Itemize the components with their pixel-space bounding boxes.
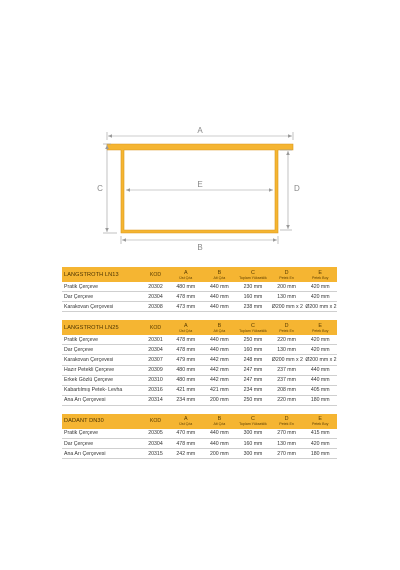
- row-value-c: 250 mm: [236, 395, 270, 405]
- column-header: [303, 267, 337, 282]
- row-value-b: 440 mm: [203, 345, 237, 355]
- row-kod: 20310: [142, 375, 169, 385]
- dimension-d: [280, 150, 292, 230]
- table-title: DADANT DN30: [64, 418, 104, 425]
- column-header: [169, 414, 203, 429]
- column-header: [270, 414, 304, 429]
- row-value-d: 220 mm: [270, 395, 304, 405]
- table-row: [62, 292, 337, 302]
- kod-header: KOD: [149, 324, 162, 331]
- column-subtitle: Toplam Yükseklik: [239, 422, 267, 427]
- row-name: Dar Çerçeve: [62, 439, 142, 449]
- label-a: A: [197, 126, 203, 135]
- row-value-a: 479 mm: [169, 355, 203, 365]
- table-row: [62, 282, 337, 292]
- table-row: [62, 355, 337, 365]
- column-letter: C: [251, 416, 255, 423]
- row-value-b: 421 mm: [203, 385, 237, 395]
- row-name: Dar Çerçeve: [62, 292, 142, 302]
- row-value-d: 130 mm: [270, 439, 304, 449]
- column-subtitle: Alt Çıta: [213, 275, 226, 280]
- row-kod: 20304: [142, 439, 169, 449]
- row-value-b: 440 mm: [203, 302, 237, 312]
- row-value-e: 420 mm: [303, 292, 337, 302]
- label-c: C: [97, 184, 103, 193]
- row-name: Karakovan Çerçevesi: [62, 355, 142, 365]
- column-letter: B: [217, 269, 222, 276]
- table-row: [62, 335, 337, 345]
- row-value-a: 478 mm: [169, 345, 203, 355]
- table-row: [62, 449, 337, 459]
- row-value-d: 200 mm: [270, 282, 304, 292]
- column-subtitle: Petek En: [279, 275, 294, 280]
- frame-diagram: [0, 0, 400, 262]
- table-row: [62, 429, 337, 439]
- row-name: Hazır Petekli Çerçeve: [62, 365, 142, 375]
- label-d: D: [294, 184, 300, 193]
- column-header: [203, 320, 237, 335]
- row-value-d: 237 mm: [270, 365, 304, 375]
- row-value-b: 442 mm: [203, 365, 237, 375]
- row-value-b: 442 mm: [203, 355, 237, 365]
- table-row: [62, 385, 337, 395]
- column-subtitle: Petek En: [279, 328, 294, 333]
- row-value-c: 160 mm: [236, 292, 270, 302]
- column-header: [236, 267, 270, 282]
- column-subtitle: Üst Çıta: [179, 275, 193, 280]
- row-value-a: 478 mm: [169, 335, 203, 345]
- column-letter: E: [318, 416, 322, 423]
- row-value-c: 234 mm: [236, 385, 270, 395]
- spec-tables: [62, 267, 337, 467]
- row-value-c: 247 mm: [236, 375, 270, 385]
- column-header: [270, 267, 304, 282]
- row-name: Pratik Çerçeve: [62, 429, 142, 439]
- column-letter: E: [318, 269, 322, 276]
- column-subtitle: Toplam Yükseklik: [239, 275, 267, 280]
- row-value-c: 160 mm: [236, 439, 270, 449]
- table-row: [62, 439, 337, 449]
- label-b: B: [197, 243, 203, 252]
- row-kod: 20308: [142, 302, 169, 312]
- row-value-a: 480 mm: [169, 375, 203, 385]
- spec-table: [62, 320, 337, 406]
- row-value-d: Ø200 mm x 2: [270, 302, 304, 312]
- row-value-b: 440 mm: [203, 292, 237, 302]
- column-letter: C: [251, 322, 255, 329]
- spec-table: [62, 414, 337, 459]
- row-name: Kabartılmış Petek- Levha: [62, 385, 142, 395]
- row-value-a: 421 mm: [169, 385, 203, 395]
- column-subtitle: Toplam Yükseklik: [239, 328, 267, 333]
- row-value-e: 440 mm: [303, 375, 337, 385]
- column-subtitle: Petek Boy: [311, 275, 329, 280]
- row-name: Karakovan Çerçevesi: [62, 302, 142, 312]
- row-value-a: 480 mm: [169, 282, 203, 292]
- column-letter: A: [183, 416, 188, 423]
- column-letter: B: [217, 416, 222, 423]
- row-value-b: 440 mm: [203, 282, 237, 292]
- row-value-d: Ø200 mm x 2: [270, 355, 304, 365]
- row-name: Dar Çerçeve: [62, 345, 142, 355]
- column-header: [270, 320, 304, 335]
- row-value-d: 220 mm: [270, 335, 304, 345]
- column-subtitle: Petek En: [279, 422, 294, 427]
- table-row: [62, 365, 337, 375]
- row-value-e: 180 mm: [303, 395, 337, 405]
- row-kod: 20301: [142, 335, 169, 345]
- column-header: [203, 267, 237, 282]
- row-value-e: 415 mm: [303, 429, 337, 439]
- row-value-e: 420 mm: [303, 345, 337, 355]
- row-value-b: 440 mm: [203, 429, 237, 439]
- kod-header: KOD: [149, 418, 162, 425]
- row-value-c: 250 mm: [236, 335, 270, 345]
- row-value-e: Ø200 mm x 2: [303, 302, 337, 312]
- column-subtitle: Alt Çıta: [213, 422, 226, 427]
- row-value-c: 248 mm: [236, 355, 270, 365]
- row-value-b: 200 mm: [203, 395, 237, 405]
- row-value-c: 247 mm: [236, 365, 270, 375]
- row-value-e: 180 mm: [303, 449, 337, 459]
- column-header: [236, 320, 270, 335]
- column-subtitle: Üst Çıta: [179, 422, 193, 427]
- column-letter: D: [284, 416, 289, 423]
- row-value-a: 478 mm: [169, 439, 203, 449]
- column-header: [236, 414, 270, 429]
- column-letter: A: [183, 322, 188, 329]
- table-row: [62, 302, 337, 312]
- row-value-c: 300 mm: [236, 449, 270, 459]
- column-header: [303, 320, 337, 335]
- column-letter: D: [284, 269, 289, 276]
- row-kod: 20304: [142, 292, 169, 302]
- row-value-d: 130 mm: [270, 292, 304, 302]
- row-value-a: 478 mm: [169, 292, 203, 302]
- column-header: [303, 414, 337, 429]
- row-kod: 20316: [142, 385, 169, 395]
- column-header: [169, 320, 203, 335]
- row-value-a: 470 mm: [169, 429, 203, 439]
- row-value-c: 230 mm: [236, 282, 270, 292]
- column-subtitle: Üst Çıta: [179, 328, 193, 333]
- row-value-d: 208 mm: [270, 385, 304, 395]
- row-value-d: 237 mm: [270, 375, 304, 385]
- table-row: [62, 345, 337, 355]
- row-value-b: 442 mm: [203, 375, 237, 385]
- row-name: Ana Arı Çerçevesi: [62, 395, 142, 405]
- column-letter: E: [318, 322, 322, 329]
- column-letter: D: [284, 322, 289, 329]
- row-kod: 20305: [142, 429, 169, 439]
- row-value-d: 270 mm: [270, 429, 304, 439]
- table-title: LANGSTROTH LN13: [64, 271, 119, 278]
- row-kod: 20307: [142, 355, 169, 365]
- row-value-b: 440 mm: [203, 439, 237, 449]
- column-letter: A: [183, 269, 188, 276]
- column-header: [203, 414, 237, 429]
- row-kod: 20314: [142, 395, 169, 405]
- dimension-c: [103, 144, 117, 233]
- table-title: LANGSTROTH LN25: [64, 324, 119, 331]
- table-header-row: [62, 267, 337, 282]
- row-value-b: 200 mm: [203, 449, 237, 459]
- row-value-a: 480 mm: [169, 365, 203, 375]
- spec-table: [62, 267, 337, 312]
- table-header-row: [62, 414, 337, 429]
- column-subtitle: Petek Boy: [311, 422, 329, 427]
- row-kod: 20302: [142, 282, 169, 292]
- row-value-a: 473 mm: [169, 302, 203, 312]
- table-header-row: [62, 320, 337, 335]
- row-value-d: 270 mm: [270, 449, 304, 459]
- row-name: Erkek Gözlü Çerçeve: [62, 375, 142, 385]
- table-row: [62, 375, 337, 385]
- row-value-c: 238 mm: [236, 302, 270, 312]
- row-value-c: 160 mm: [236, 345, 270, 355]
- column-subtitle: Alt Çıta: [213, 328, 226, 333]
- row-value-a: 234 mm: [169, 395, 203, 405]
- row-value-e: 440 mm: [303, 365, 337, 375]
- column-subtitle: Petek Boy: [311, 328, 329, 333]
- row-value-a: 242 mm: [169, 449, 203, 459]
- row-value-d: 130 mm: [270, 345, 304, 355]
- row-kod: 20304: [142, 345, 169, 355]
- column-letter: B: [217, 322, 222, 329]
- table-row: [62, 395, 337, 405]
- row-value-e: 405 mm: [303, 385, 337, 395]
- column-letter: C: [251, 269, 255, 276]
- row-value-b: 440 mm: [203, 335, 237, 345]
- row-value-c: 300 mm: [236, 429, 270, 439]
- row-value-e: 420 mm: [303, 439, 337, 449]
- row-kod: 20309: [142, 365, 169, 375]
- column-header: [169, 267, 203, 282]
- label-e: E: [197, 180, 203, 189]
- row-value-e: Ø200 mm x 2: [303, 355, 337, 365]
- row-value-e: 420 mm: [303, 335, 337, 345]
- row-kod: 20315: [142, 449, 169, 459]
- row-name: Pratik Çerçeve: [62, 335, 142, 345]
- row-value-e: 420 mm: [303, 282, 337, 292]
- row-name: Ana Arı Çerçevesi: [62, 449, 142, 459]
- kod-header: KOD: [149, 271, 162, 278]
- row-name: Pratik Çerçeve: [62, 282, 142, 292]
